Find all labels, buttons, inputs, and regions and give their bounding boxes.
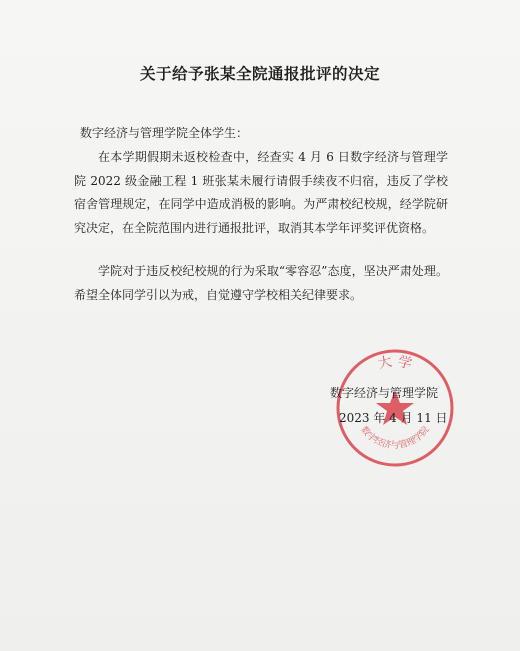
signature-org: 数字经济与管理学院 — [330, 386, 439, 400]
svg-text:大 学 — [376, 353, 413, 373]
seal-top-text: 大 学 — [376, 353, 414, 373]
body-paragraph-2: 学院对于违反校纪校规的行为采取“零容忍”态度，坚决严肃处理。希望全体同学引以为戒，自觉遵守学校相关纪律要求。 — [74, 264, 448, 302]
signature-date: 2023 年 4 月 11 日 — [339, 411, 448, 425]
seal-bottom-text: 数字经济与管理学院 — [358, 424, 432, 452]
body-paragraph-1: 在本学期假期未返校检查中，经查实 4 月 6 日数字经济与管理学院 2022 级金融工程 1 班张某未履行请假手续夜不归宿，违反了学校宿舍管理规定，在同学中造成消极的影响。为严肃校纪校规，经学院研究决定，在全院范围内进行通报批评，取消其本学年评奖评优资格。 — [74, 150, 448, 235]
document-title: 关于给予张某全院通报批评的决定 — [139, 64, 380, 83]
salutation: 数字经济与管理学院全体学生： — [80, 126, 249, 140]
official-seal-stamp — [334, 347, 456, 469]
svg-text:数字经济与管理学院 — [358, 424, 431, 451]
